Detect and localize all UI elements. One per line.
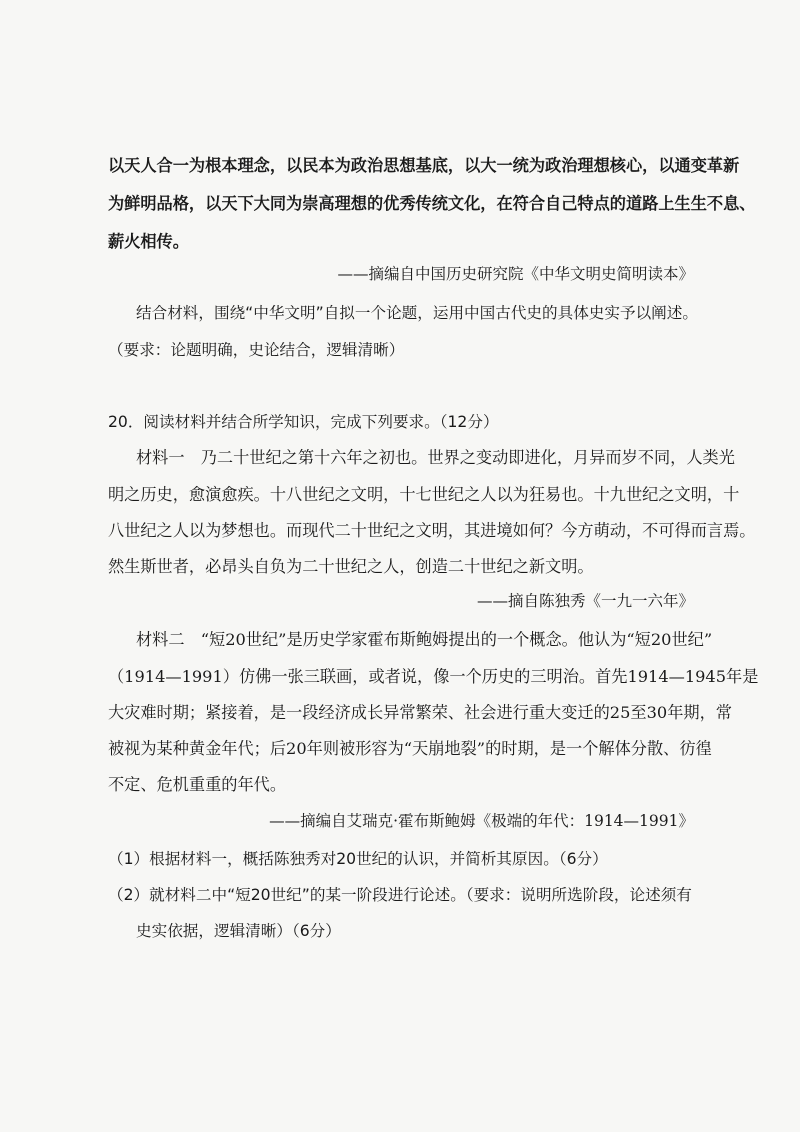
subquestion-1: （1）根据材料一，概括陈独秀对20世纪的认识，并简析其原因。（6分） — [108, 850, 608, 868]
material2-source: ——摘编自艾瑞克·霍布斯鲍姆《极端的年代：1914—1991》 — [269, 812, 694, 830]
q20-header: 20．阅读材料并结合所学知识，完成下列要求。（12分） — [108, 413, 499, 431]
material2-line-2: （1914—1991）仿佛一张三联画，或者说，像一个历史的三明治。首先1914—1945年是 — [108, 667, 759, 686]
material1-line-1: 材料一 乃二十世纪之第十六年之初也。世界之变动即进化，月异而岁不同，人类光 — [136, 448, 735, 467]
material2-line-4: 被视为某种黄金年代；后20年则被形容为“天崩地裂”的时期，是一个解体分散、彷徨 — [108, 739, 712, 758]
q19-task-line-1: 结合材料，围绕“中华文明”自拟一个论题，运用中国古代史的具体史实予以阐述。 — [136, 304, 698, 322]
q19-task-line-2: （要求：论题明确，史论结合，逻辑清晰） — [108, 341, 405, 359]
subquestion-2-line-1: （2）就材料二中“短20世纪”的某一阶段进行论述。（要求：说明所选阶段，论述须有 — [108, 886, 692, 904]
material1-source: ——摘自陈独秀《一九一六年》 — [476, 592, 694, 610]
material1-line-4: 然生斯世者，必昂头自负为二十世纪之人，创造二十世纪之新文明。 — [108, 557, 594, 576]
material2-line-5: 不定、危机重重的年代。 — [108, 775, 287, 794]
passage-line-2: 为鲜明品格，以天下大同为崇高理想的优秀传统文化，在符合自己特点的道路上生生不息、 — [108, 194, 756, 213]
material1-line-2: 明之历史，愈演愈疾。十八世纪之文明，十七世纪之人以为狂易也。十九世纪之文明，十 — [108, 485, 740, 504]
passage-line-1: 以天人合一为根本理念，以民本为政治思想基底，以大一统为政治理想核心，以通变革新 — [108, 156, 740, 175]
material2-line-3: 大灾难时期；紧接着，是一段经济成长异常繁荣、社会进行重大变迁的25至30年期，常 — [108, 703, 732, 722]
material2-line-1: 材料二 “短20世纪”是历史学家霍布斯鲍姆提出的一个概念。他认为“短20世纪” — [136, 630, 713, 649]
material1-line-3: 八世纪之人以为梦想也。而现代二十世纪之文明，其进境如何？今方萌动，不可得而言焉。 — [108, 521, 756, 540]
passage-source: ——摘编自中国历史研究院《中华文明史简明读本》 — [337, 265, 694, 283]
passage-line-3: 薪火相传。 — [108, 232, 189, 251]
subquestion-2-line-2: 史实依据，逻辑清晰）（6分） — [136, 922, 341, 940]
